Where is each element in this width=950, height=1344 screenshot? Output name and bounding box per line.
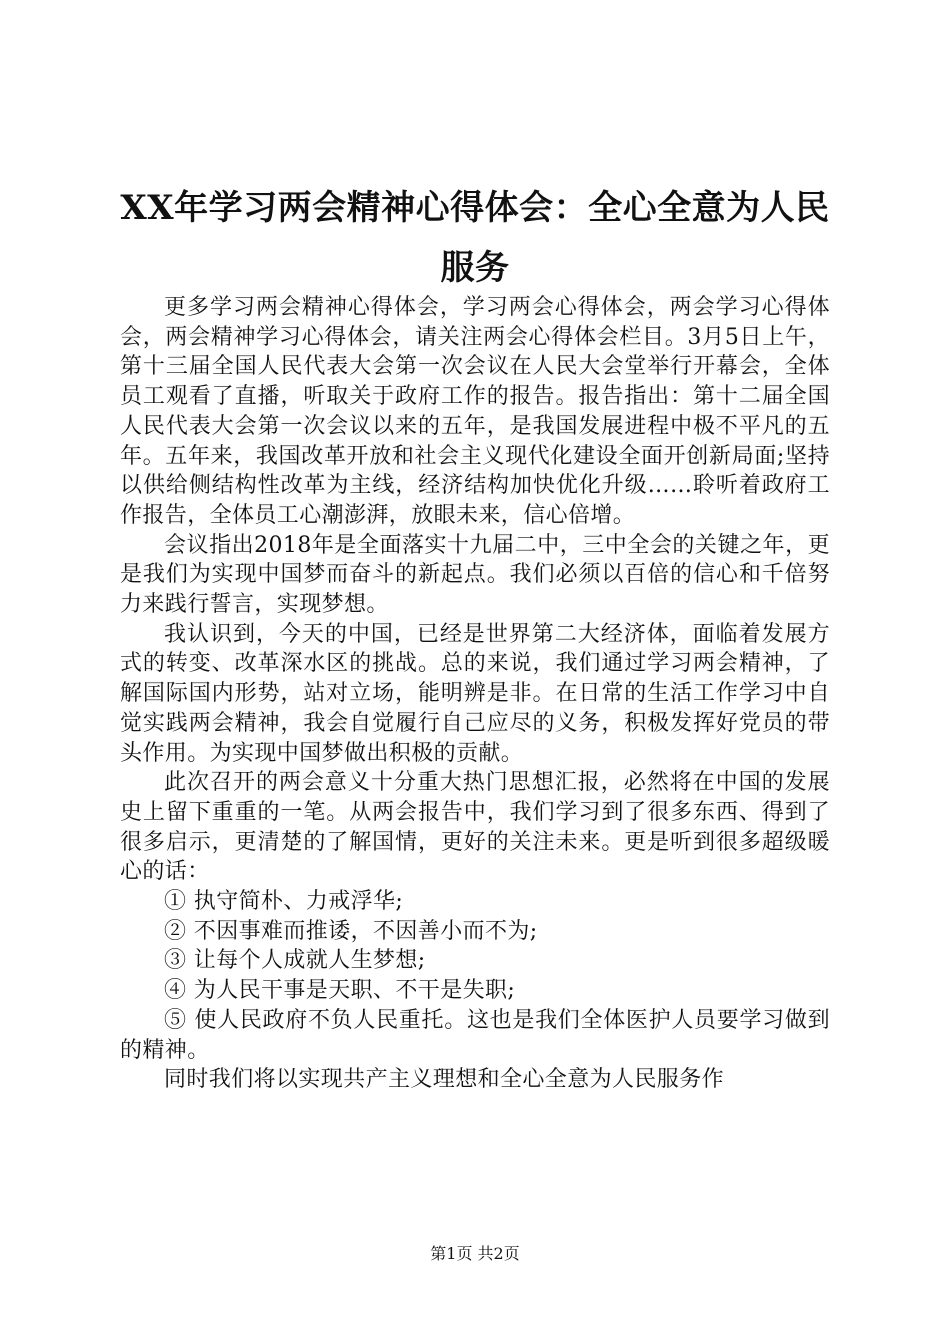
document-body bbox=[120, 293, 830, 1095]
paragraph: 会议指出2018年是全面落实十九届二中，三中全会的关键之年，更是我们为实现中国梦而奋斗的新起点。我们必须以百倍的信心和千倍努力来践行誓言，实现梦想。 bbox=[120, 532, 830, 618]
list-item: ⑤ 使人民政府不负人民重托。这也是我们全体医护人员要学习做到的精神。 bbox=[120, 1007, 830, 1063]
paragraph: 此次召开的两会意义十分重大热门思想汇报，必然将在中国的发展史上留下重重的一笔。从两会报告中，我们学习到了很多东西、得到了很多启示，更清楚的了解国情，更好的关注未来。更是听到很多超级暖心的话： bbox=[120, 770, 830, 885]
list-item: ④ 为人民干事是天职、不干是失职; bbox=[164, 978, 516, 1004]
paragraph: 我认识到，今天的中国，已经是世界第二大经济体，面临着发展方式的转变、改革深水区的挑战。总的来说，我们通过学习两会精神，了解国际国内形势，站对立场，能明辨是非。在日常的生活工作学习中自觉实践两会精神，我会自觉履行自己应尽的义务，积极发挥好党员的带头作用。为实现中国梦做出积极的贡献。 bbox=[120, 621, 830, 766]
document-title: XX年学习两会精神心得体会：全心全意为人民服务 bbox=[120, 188, 830, 288]
paragraph: 更多学习两会精神心得体会，学习两会心得体会，两会学习心得体会，两会精神学习心得体会，请关注两会心得体会栏目。3月5日上午，第十三届全国人民代表大会第一次会议在人民大会堂举行开幕会，全体员工观看了直播，听取关于政府工作的报告。报告指出：第十二届全国人民代表大会第一次会议以来的五年，是我国发展进程中极不平凡的五年。五年来，我国改革开放和社会主义现代化建设全面开创新局面;坚持以供给侧结构性改革为主线，经济结构加快优化升级……聆听着政府工作报告，全体员工心潮澎湃，放眼未来，信心倍增。 bbox=[120, 295, 830, 528]
page-indicator: 第1页 共2页 bbox=[430, 1244, 520, 1263]
list-item: ③ 让每个人成就人生梦想; bbox=[164, 948, 426, 974]
list-item: ① 执守简朴、力戒浮华; bbox=[164, 889, 404, 915]
list-item: ② 不因事难而推诿，不因善小而不为; bbox=[164, 918, 538, 944]
closing-paragraph: 同时我们将以实现共产主义理想和全心全意为人民服务作 bbox=[164, 1067, 725, 1093]
